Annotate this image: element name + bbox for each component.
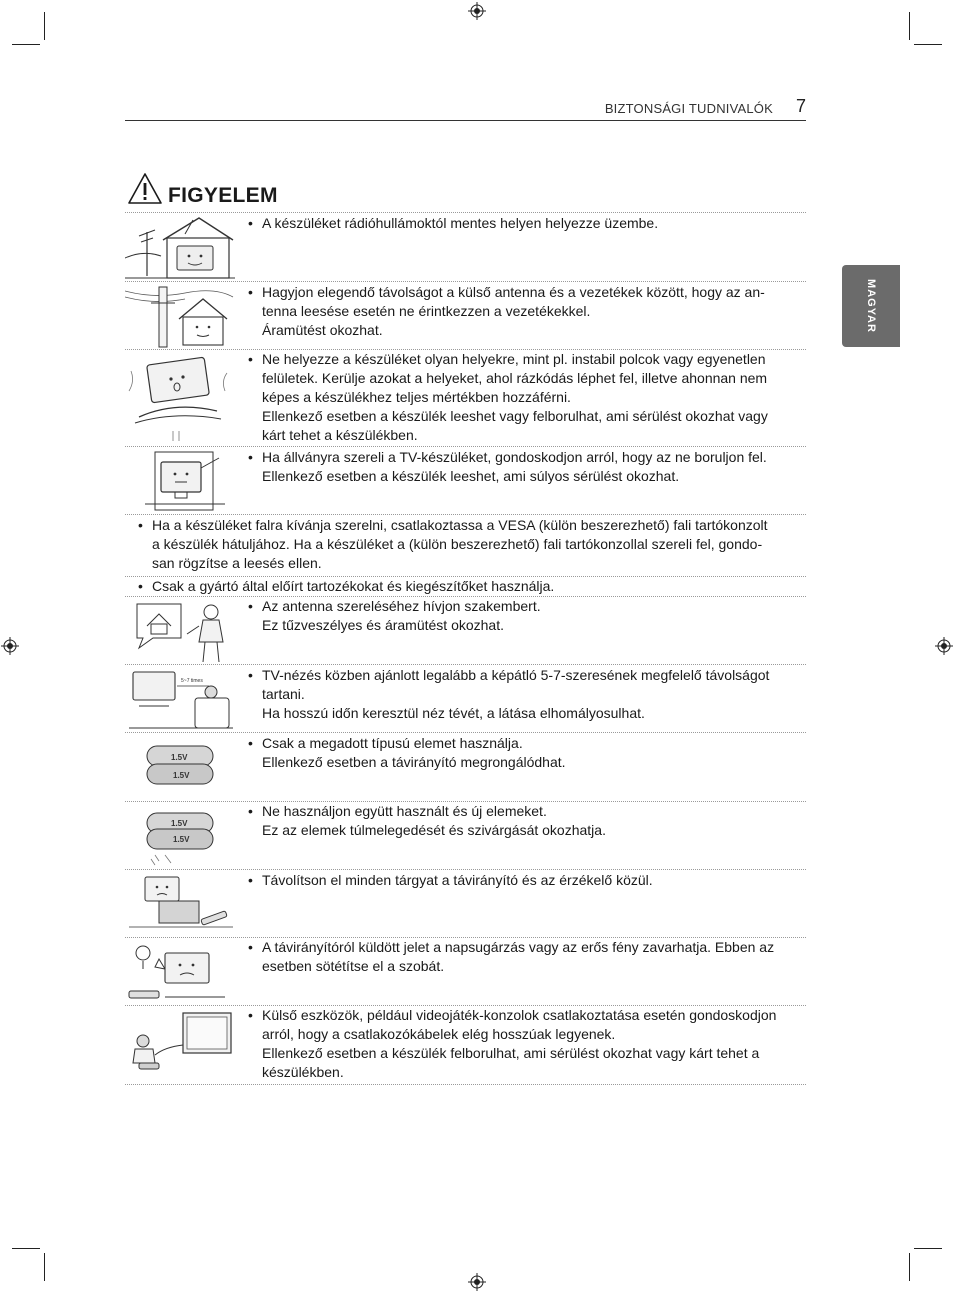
safety-item [248,350,820,445]
crop-mark [909,12,910,40]
item-line: kárt tehet a készülékben. [262,427,418,443]
warning-triangle-icon [127,172,163,206]
item-line: Csak a gyártó által előírt tartozékokat és kiegészítőket használja. [152,578,555,594]
bullet: • [248,1007,253,1023]
safety-item [248,871,820,890]
title-text: FIGYELEM [168,184,278,207]
divider [125,281,806,282]
divider [125,212,806,213]
safety-item [138,577,820,596]
battery-label: 1.5V [171,753,188,762]
item-line: Ez tűzveszélyes és áramütést okozhat. [262,617,504,633]
crop-mark [12,44,40,45]
item-line: felületek. Kerülje azokat a helyeket, ahol rázkódás léphet fel, illetve ahonnan nem [262,370,768,386]
divider [125,732,806,733]
item-line: Ellenkező esetben a készülék leeshet vagy felborulhat, ami sérülést okozhat vagy [262,408,768,424]
registration-mark-icon [468,1273,486,1291]
item-line: esetben sötétítse el a szobát. [262,958,445,974]
battery-label: 1.5V [173,771,190,780]
mixed-batteries-illustration [125,803,235,869]
crop-mark [914,1248,942,1249]
safety-item [138,516,820,573]
divider [125,869,806,870]
house-antenna-illustration [125,214,235,280]
game-console-illustration [125,1007,235,1083]
registration-mark-icon [1,637,19,655]
registration-mark-icon [468,2,486,20]
antenna-wires-illustration [125,283,235,349]
language-tab [842,265,900,347]
item-line: Ellenkező esetben a készülék felborulhat, ami sérülést okozhat vagy kárt tehet a [262,1045,760,1061]
divider [125,446,806,447]
item-line: a készülék hátuljához. Ha a készüléket a (külön beszerezhető) fali tartókonzollal szereli fel, gondo- [152,536,763,552]
safety-item [248,597,820,635]
crop-mark [909,1253,910,1281]
item-line: TV-nézés közben ajánlott legalább a képátló 5-7-szeresének megfelelő távolságot [262,667,770,683]
divider [125,514,806,515]
item-line: Ellenkező esetben a készülék leeshet, ami súlyos sérülést okozhat. [262,468,680,484]
unstable-shelf-illustration [125,351,235,445]
item-line: Áramütést okozhat. [262,322,383,338]
safety-item [248,283,820,340]
crop-mark [12,1248,40,1249]
safety-item [248,734,820,772]
page-header [125,96,806,121]
item-line: Hagyjon elegendő távolságot a külső antenna és a vezetékek között, hogy az an- [262,284,765,300]
item-line: Ha állványra szereli a TV-készüléket, gondoskodjon arról, hogy az ne boruljon fel. [262,449,767,465]
stand-mount-illustration [125,448,235,514]
item-line: A készüléket rádióhullámoktól mentes helyen helyezze üzembe. [262,215,659,231]
item-line: A távirányítóról küldött jelet a napsugárzás vagy az erős fény zavarhatja. Ebben az [262,939,775,955]
item-line: Ha a készüléket falra kívánja szerelni, csatlakoztassa a VESA (külön beszerezhető) fali tartókonzolt [152,517,768,533]
item-line: Ne használjon együtt használt és új elemeket. [262,803,547,819]
section-title: BIZTONSÁGI TUDNIVALÓK [604,101,773,116]
item-line: Távolítson el minden tárgyat a távirányító és az érzékelő közül. [262,872,653,888]
bullet: • [248,449,253,465]
distance-label: 5~7 times [181,678,203,684]
bullet: • [248,735,253,751]
battery-type-illustration [125,734,235,800]
crop-mark [44,1253,45,1281]
bullet: • [248,939,253,955]
item-line: Ne helyezze a készüléket olyan helyekre, mint pl. instabil polcok vagy egyenetlen [262,351,766,367]
bullet: • [248,872,253,888]
bullet: • [248,284,253,300]
item-line: arról, hogy a csatlakozókábelek elég hosszúak legyenek. [262,1026,616,1042]
item-line: tartani. [262,686,305,702]
safety-item [248,214,820,233]
bullet: • [248,215,253,231]
battery-label: 1.5V [173,835,190,844]
bullet: • [248,351,253,367]
language-tab-label: MAGYAR [865,279,877,333]
bullet: • [138,517,143,533]
sunlight-interference-illustration [125,939,235,1005]
safety-item [248,1006,820,1082]
item-line: Ez az elemek túlmelegedését és szivárgását okozhatja. [262,822,606,838]
item-line: készülékben. [262,1064,344,1080]
bullet: • [248,667,253,683]
item-line: Külső eszközök, például videojáték-konzolok csatlakoztatása esetén gondoskodjon [262,1007,777,1023]
item-line: Ellenkező esetben a távirányító megrongálódhat. [262,754,566,770]
item-line: san rögzítse a leesés ellen. [152,555,322,571]
item-line: Az antenna szereléséhez hívjon szakembert. [262,598,541,614]
remote-obstacle-illustration [125,871,235,937]
safety-item [248,448,820,486]
page-number: 7 [795,96,806,116]
safety-item [248,938,820,976]
item-line: képes a készülékhez teljes mértékben hozzáférni. [262,389,571,405]
item-line: Ha hosszú időn keresztül néz tévét, a látása elhomályosulhat. [262,705,645,721]
item-line: Csak a megadott típusú elemet használja. [262,735,523,751]
registration-mark-icon [935,637,953,655]
crop-mark [44,12,45,40]
battery-label: 1.5V [171,819,188,828]
divider [125,664,806,665]
crop-mark [914,44,942,45]
safety-item [248,802,820,840]
viewing-distance-illustration [125,666,235,732]
item-line: tenna leesése esetén ne érintkezzen a vezetékekkel. [262,303,591,319]
bullet: • [248,803,253,819]
bullet: • [248,598,253,614]
safety-item [248,666,820,723]
bullet: • [138,578,143,594]
antenna-technician-illustration [125,598,235,664]
divider [125,1084,806,1085]
